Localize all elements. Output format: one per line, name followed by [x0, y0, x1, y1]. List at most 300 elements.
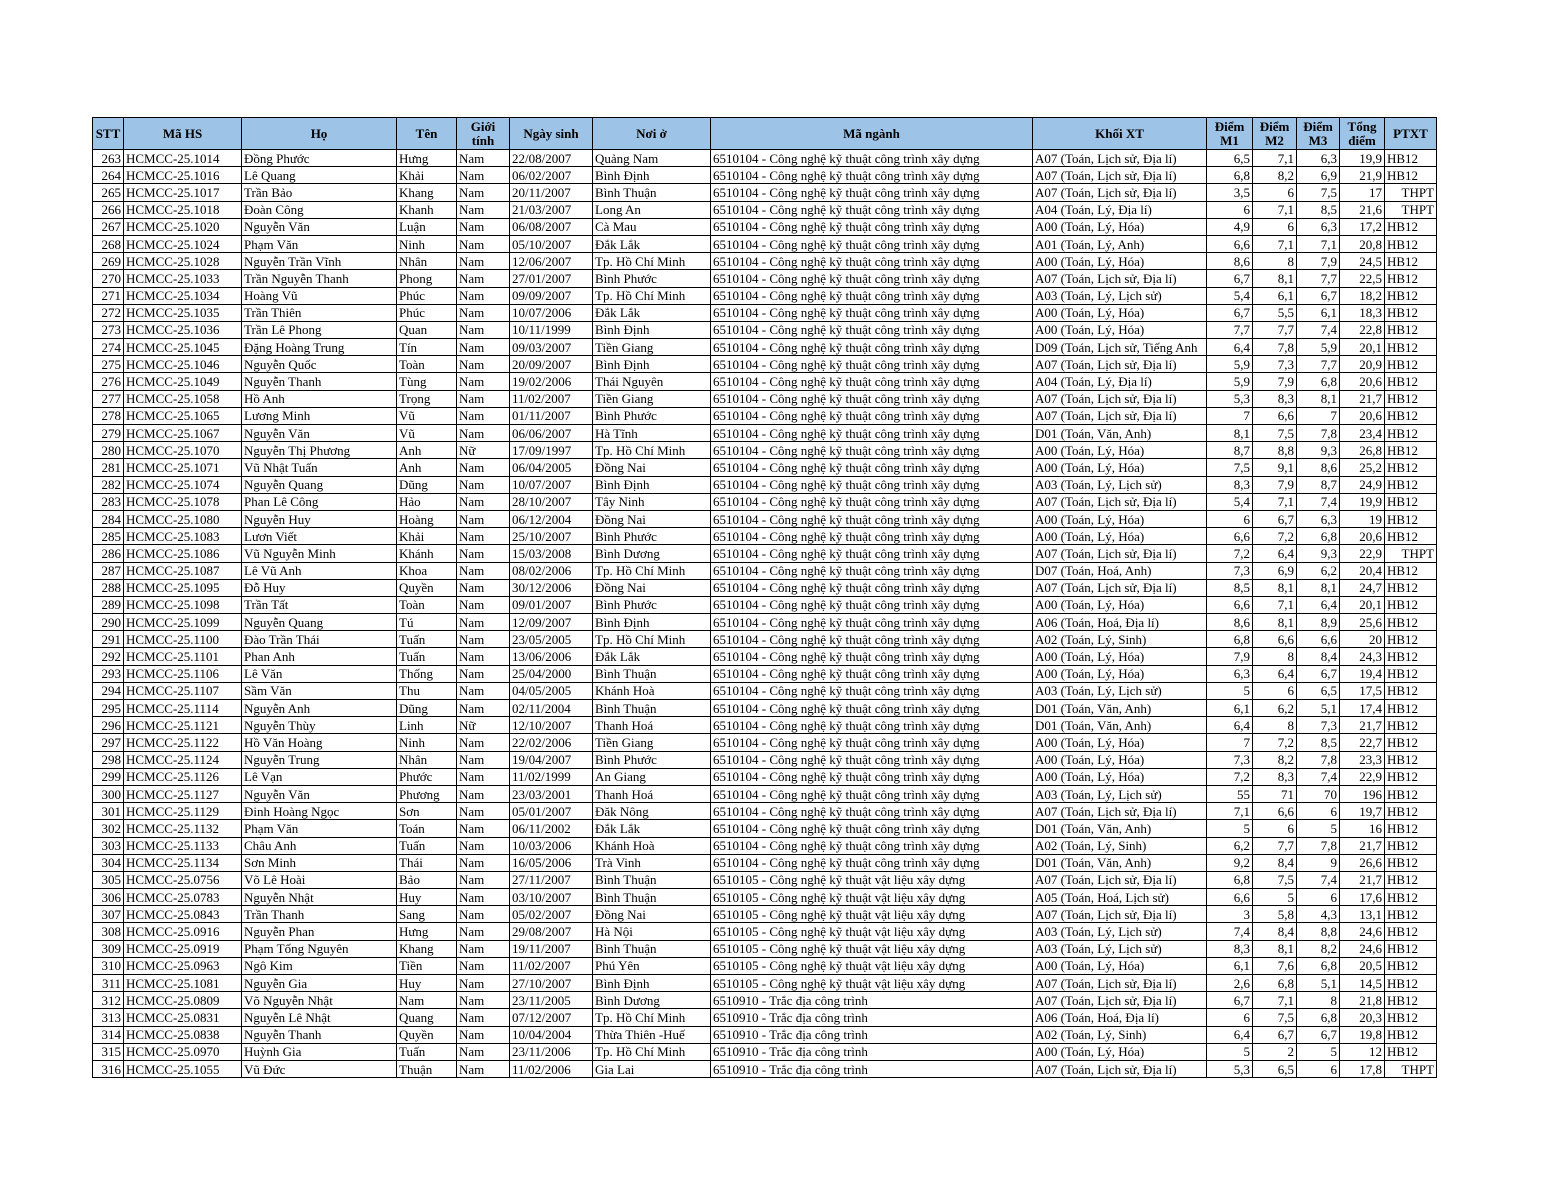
cell-diem-m3: 6,8: [1297, 528, 1340, 545]
cell-khoi-xt: A03 (Toán, Lý, Lịch sử): [1033, 785, 1207, 802]
cell-stt: 283: [93, 493, 124, 510]
cell-diem-m3: 8,8: [1297, 923, 1340, 940]
cell-stt: 287: [93, 562, 124, 579]
cell-ma-nganh: 6510104 - Công nghệ kỹ thuật công trình xây dựng: [711, 150, 1033, 167]
cell-ptxt: HB12: [1385, 510, 1437, 527]
cell-ma-nganh: 6510104 - Công nghệ kỹ thuật công trình xây dựng: [711, 648, 1033, 665]
cell-stt: 284: [93, 510, 124, 527]
table-row: [93, 407, 1437, 424]
cell-noi-o: Thái Nguyên: [593, 373, 711, 390]
cell-diem-m2: 8,1: [1253, 270, 1297, 287]
cell-noi-o: Tp. Hồ Chí Minh: [593, 1043, 711, 1060]
cell-ma-nganh: 6510104 - Công nghệ kỹ thuật công trình xây dựng: [711, 837, 1033, 854]
cell-tong-diem: 24,3: [1340, 648, 1385, 665]
cell-ma-nganh: 6510104 - Công nghệ kỹ thuật công trình xây dựng: [711, 510, 1033, 527]
cell-stt: 316: [93, 1060, 124, 1077]
table-row: [93, 167, 1437, 184]
cell-khoi-xt: A00 (Toán, Lý, Hóa): [1033, 218, 1207, 235]
cell-ho: Nguyễn Thùy: [242, 717, 397, 734]
cell-ptxt: HB12: [1385, 1009, 1437, 1026]
cell-khoi-xt: A01 (Toán, Lý, Anh): [1033, 235, 1207, 252]
cell-khoi-xt: A07 (Toán, Lịch sử, Địa lí): [1033, 407, 1207, 424]
cell-ptxt: HB12: [1385, 923, 1437, 940]
cell-ho: Nguyễn Thanh: [242, 1026, 397, 1043]
cell-noi-o: An Giang: [593, 768, 711, 785]
cell-ma-nganh: 6510105 - Công nghệ kỹ thuật vật liệu xây dựng: [711, 906, 1033, 923]
cell-stt: 270: [93, 270, 124, 287]
cell-ten: Trọng: [397, 390, 457, 407]
cell-gioi-tinh: Nam: [457, 631, 510, 648]
table-row: [93, 854, 1437, 871]
cell-tong-diem: 25,6: [1340, 614, 1385, 631]
cell-ma-hs: HCMCC-25.1078: [124, 493, 242, 510]
cell-noi-o: Tiền Giang: [593, 339, 711, 356]
cell-diem-m3: 6,3: [1297, 510, 1340, 527]
cell-diem-m2: 7,8: [1253, 339, 1297, 356]
cell-noi-o: Tp. Hồ Chí Minh: [593, 562, 711, 579]
cell-ngay-sinh: 11/02/2006: [510, 1060, 593, 1077]
cell-ngay-sinh: 05/01/2007: [510, 803, 593, 820]
cell-ptxt: HB12: [1385, 321, 1437, 338]
cell-ho: Nguyễn Nhật: [242, 889, 397, 906]
cell-tong-diem: 21,7: [1340, 390, 1385, 407]
cell-noi-o: Bình Định: [593, 356, 711, 373]
cell-ten: Khang: [397, 940, 457, 957]
cell-tong-diem: 17,4: [1340, 700, 1385, 717]
cell-ngay-sinh: 16/05/2006: [510, 854, 593, 871]
cell-stt: 303: [93, 837, 124, 854]
cell-ptxt: HB12: [1385, 407, 1437, 424]
cell-diem-m1: 6: [1207, 510, 1253, 527]
cell-stt: 304: [93, 854, 124, 871]
cell-stt: 298: [93, 751, 124, 768]
cell-ho: Lê Văn: [242, 665, 397, 682]
cell-ten: Tuấn: [397, 837, 457, 854]
cell-ma-nganh: 6510104 - Công nghệ kỹ thuật công trình xây dựng: [711, 321, 1033, 338]
cell-diem-m2: 6: [1253, 820, 1297, 837]
cell-diem-m3: 7,8: [1297, 751, 1340, 768]
cell-ngay-sinh: 21/03/2007: [510, 201, 593, 218]
cell-ngay-sinh: 27/10/2007: [510, 975, 593, 992]
cell-ho: Nguyễn Quang: [242, 476, 397, 493]
cell-ptxt: HB12: [1385, 734, 1437, 751]
cell-ngay-sinh: 22/02/2006: [510, 734, 593, 751]
cell-diem-m2: 71: [1253, 785, 1297, 802]
cell-stt: 263: [93, 150, 124, 167]
cell-ptxt: HB12: [1385, 287, 1437, 304]
cell-ten: Tú: [397, 614, 457, 631]
cell-diem-m3: 9,3: [1297, 442, 1340, 459]
cell-ngay-sinh: 23/11/2005: [510, 992, 593, 1009]
cell-diem-m2: 8,1: [1253, 614, 1297, 631]
cell-diem-m3: 5: [1297, 1043, 1340, 1060]
cell-ngay-sinh: 20/11/2007: [510, 184, 593, 201]
cell-ptxt: HB12: [1385, 717, 1437, 734]
cell-diem-m3: 6,6: [1297, 631, 1340, 648]
cell-ngay-sinh: 10/03/2006: [510, 837, 593, 854]
cell-ho: Hồ Anh: [242, 390, 397, 407]
cell-ngay-sinh: 11/02/2007: [510, 390, 593, 407]
cell-noi-o: Bình Định: [593, 476, 711, 493]
cell-diem-m2: 7,5: [1253, 425, 1297, 442]
cell-ho: Nguyễn Huy: [242, 510, 397, 527]
cell-diem-m1: 2,6: [1207, 975, 1253, 992]
cell-ten: Vũ: [397, 407, 457, 424]
cell-ma-hs: HCMCC-25.1101: [124, 648, 242, 665]
cell-tong-diem: 26,8: [1340, 442, 1385, 459]
cell-ngay-sinh: 12/10/2007: [510, 717, 593, 734]
cell-khoi-xt: A03 (Toán, Lý, Lịch sử): [1033, 940, 1207, 957]
cell-ten: Khánh: [397, 545, 457, 562]
header-ma-nganh: Mã ngành: [711, 118, 1033, 150]
cell-ma-hs: HCMCC-25.1122: [124, 734, 242, 751]
cell-khoi-xt: A03 (Toán, Lý, Lịch sử): [1033, 476, 1207, 493]
cell-gioi-tinh: Nam: [457, 356, 510, 373]
cell-gioi-tinh: Nam: [457, 1060, 510, 1077]
header-ma-hs: Mã HS: [124, 118, 242, 150]
cell-stt: 289: [93, 596, 124, 613]
cell-noi-o: Long An: [593, 201, 711, 218]
cell-stt: 280: [93, 442, 124, 459]
cell-gioi-tinh: Nam: [457, 906, 510, 923]
cell-ten: Quyền: [397, 579, 457, 596]
cell-diem-m3: 7,8: [1297, 425, 1340, 442]
cell-ma-hs: HCMCC-25.1100: [124, 631, 242, 648]
table-row: [93, 992, 1437, 1009]
cell-ma-nganh: 6510104 - Công nghệ kỹ thuật công trình xây dựng: [711, 407, 1033, 424]
cell-ma-nganh: 6510104 - Công nghệ kỹ thuật công trình xây dựng: [711, 751, 1033, 768]
cell-tong-diem: 20,1: [1340, 596, 1385, 613]
cell-diem-m1: 5: [1207, 820, 1253, 837]
cell-ptxt: HB12: [1385, 339, 1437, 356]
cell-ho: Nguyễn Anh: [242, 700, 397, 717]
cell-ma-hs: HCMCC-25.1024: [124, 235, 242, 252]
cell-tong-diem: 22,7: [1340, 734, 1385, 751]
cell-diem-m3: 6,7: [1297, 1026, 1340, 1043]
cell-gioi-tinh: Nam: [457, 339, 510, 356]
cell-diem-m1: 6,3: [1207, 665, 1253, 682]
cell-stt: 300: [93, 785, 124, 802]
cell-gioi-tinh: Nam: [457, 665, 510, 682]
table-row: [93, 545, 1437, 562]
header-gioi-tinh: Giới tính: [457, 118, 510, 150]
table-row: [93, 871, 1437, 888]
cell-gioi-tinh: Nam: [457, 734, 510, 751]
cell-diem-m2: 7,5: [1253, 871, 1297, 888]
cell-diem-m1: 7: [1207, 407, 1253, 424]
cell-ho: Trần Thanh: [242, 906, 397, 923]
cell-stt: 299: [93, 768, 124, 785]
cell-tong-diem: 24,9: [1340, 476, 1385, 493]
cell-ho: Trần Lê Phong: [242, 321, 397, 338]
cell-ma-hs: HCMCC-25.1081: [124, 975, 242, 992]
cell-diem-m1: 6: [1207, 201, 1253, 218]
cell-diem-m2: 8,1: [1253, 940, 1297, 957]
cell-ten: Quan: [397, 321, 457, 338]
cell-ma-nganh: 6510104 - Công nghệ kỹ thuật công trình xây dựng: [711, 528, 1033, 545]
cell-ten: Tuấn: [397, 648, 457, 665]
cell-ptxt: HB12: [1385, 837, 1437, 854]
cell-ngay-sinh: 01/11/2007: [510, 407, 593, 424]
cell-tong-diem: 19,4: [1340, 665, 1385, 682]
cell-diem-m3: 4,3: [1297, 906, 1340, 923]
cell-ma-nganh: 6510104 - Công nghệ kỹ thuật công trình xây dựng: [711, 803, 1033, 820]
cell-ngay-sinh: 25/10/2007: [510, 528, 593, 545]
cell-diem-m2: 6,4: [1253, 545, 1297, 562]
table-row: [93, 751, 1437, 768]
cell-ngay-sinh: 06/04/2005: [510, 459, 593, 476]
cell-ngay-sinh: 06/02/2007: [510, 167, 593, 184]
cell-noi-o: Thừa Thiên -Huế: [593, 1026, 711, 1043]
cell-khoi-xt: A02 (Toán, Lý, Sinh): [1033, 837, 1207, 854]
cell-ngay-sinh: 19/11/2007: [510, 940, 593, 957]
cell-ho: Phan Lê Công: [242, 493, 397, 510]
cell-ma-nganh: 6510104 - Công nghệ kỹ thuật công trình xây dựng: [711, 425, 1033, 442]
header-ten: Tên: [397, 118, 457, 150]
cell-diem-m2: 7,3: [1253, 356, 1297, 373]
cell-noi-o: Bình Thuận: [593, 184, 711, 201]
cell-diem-m2: 6: [1253, 682, 1297, 699]
cell-diem-m1: 8,1: [1207, 425, 1253, 442]
cell-ptxt: HB12: [1385, 871, 1437, 888]
cell-noi-o: Tp. Hồ Chí Minh: [593, 631, 711, 648]
cell-gioi-tinh: Nam: [457, 201, 510, 218]
cell-ngay-sinh: 17/09/1997: [510, 442, 593, 459]
cell-ma-hs: HCMCC-25.1114: [124, 700, 242, 717]
cell-gioi-tinh: Nữ: [457, 717, 510, 734]
cell-ptxt: THPT: [1385, 1060, 1437, 1077]
cell-ngay-sinh: 08/02/2006: [510, 562, 593, 579]
cell-khoi-xt: D09 (Toán, Lịch sử, Tiếng Anh: [1033, 339, 1207, 356]
cell-tong-diem: 24,6: [1340, 923, 1385, 940]
cell-ho: Nguyễn Trung: [242, 751, 397, 768]
cell-ho: Hoàng Vũ: [242, 287, 397, 304]
cell-ho: Sầm Văn: [242, 682, 397, 699]
table-row: [93, 356, 1437, 373]
cell-stt: 269: [93, 253, 124, 270]
cell-ho: Võ Lê Hoài: [242, 871, 397, 888]
cell-ma-hs: HCMCC-25.1132: [124, 820, 242, 837]
cell-ma-nganh: 6510104 - Công nghệ kỹ thuật công trình xây dựng: [711, 390, 1033, 407]
cell-ho: Ngô Kim: [242, 957, 397, 974]
cell-gioi-tinh: Nam: [457, 700, 510, 717]
cell-gioi-tinh: Nam: [457, 940, 510, 957]
cell-gioi-tinh: Nam: [457, 596, 510, 613]
cell-khoi-xt: A04 (Toán, Lý, Địa lí): [1033, 373, 1207, 390]
cell-ho: Nguyễn Quốc: [242, 356, 397, 373]
cell-diem-m1: 5,3: [1207, 1060, 1253, 1077]
cell-ma-hs: HCMCC-25.1107: [124, 682, 242, 699]
cell-ma-hs: HCMCC-25.0809: [124, 992, 242, 1009]
cell-diem-m2: 6,1: [1253, 287, 1297, 304]
cell-stt: 296: [93, 717, 124, 734]
cell-noi-o: Hà Nội: [593, 923, 711, 940]
cell-ptxt: HB12: [1385, 768, 1437, 785]
cell-ngay-sinh: 12/09/2007: [510, 614, 593, 631]
cell-diem-m1: 6,6: [1207, 528, 1253, 545]
cell-tong-diem: 17,8: [1340, 1060, 1385, 1077]
cell-diem-m2: 7,1: [1253, 201, 1297, 218]
cell-ngay-sinh: 10/11/1999: [510, 321, 593, 338]
cell-gioi-tinh: Nam: [457, 407, 510, 424]
cell-ptxt: HB12: [1385, 304, 1437, 321]
table-row: [93, 235, 1437, 252]
cell-noi-o: Bình Thuận: [593, 700, 711, 717]
cell-ma-hs: HCMCC-25.0756: [124, 871, 242, 888]
cell-ho: Nguyễn Văn: [242, 785, 397, 802]
cell-ten: Dũng: [397, 700, 457, 717]
cell-ten: Anh: [397, 459, 457, 476]
cell-ptxt: HB12: [1385, 528, 1437, 545]
table-row: [93, 579, 1437, 596]
cell-noi-o: Tiền Giang: [593, 390, 711, 407]
cell-ho: Lương Minh: [242, 407, 397, 424]
cell-gioi-tinh: Nam: [457, 270, 510, 287]
cell-ma-nganh: 6510105 - Công nghệ kỹ thuật vật liệu xây dựng: [711, 975, 1033, 992]
cell-ngay-sinh: 09/01/2007: [510, 596, 593, 613]
cell-stt: 291: [93, 631, 124, 648]
cell-ho: Đồng Phước: [242, 150, 397, 167]
cell-khoi-xt: A07 (Toán, Lịch sử, Địa lí): [1033, 545, 1207, 562]
cell-khoi-xt: A03 (Toán, Lý, Lịch sử): [1033, 682, 1207, 699]
table-row: [93, 1060, 1437, 1077]
cell-noi-o: Bình Phước: [593, 596, 711, 613]
cell-diem-m1: 5,9: [1207, 356, 1253, 373]
cell-ho: Sơn Minh: [242, 854, 397, 871]
cell-diem-m3: 5,1: [1297, 975, 1340, 992]
cell-noi-o: Đồng Nai: [593, 459, 711, 476]
cell-ma-nganh: 6510104 - Công nghệ kỹ thuật công trình xây dựng: [711, 442, 1033, 459]
cell-gioi-tinh: Nam: [457, 975, 510, 992]
table-header-row: [93, 118, 1437, 150]
cell-ngay-sinh: 22/08/2007: [510, 150, 593, 167]
cell-gioi-tinh: Nam: [457, 682, 510, 699]
cell-ten: Sang: [397, 906, 457, 923]
cell-ngay-sinh: 13/06/2006: [510, 648, 593, 665]
cell-diem-m2: 8,8: [1253, 442, 1297, 459]
cell-diem-m1: 8,7: [1207, 442, 1253, 459]
table-row: [93, 648, 1437, 665]
cell-ptxt: HB12: [1385, 442, 1437, 459]
cell-tong-diem: 24,6: [1340, 940, 1385, 957]
cell-diem-m1: 5,9: [1207, 373, 1253, 390]
cell-khoi-xt: A00 (Toán, Lý, Hóa): [1033, 321, 1207, 338]
cell-ma-nganh: 6510910 - Trắc địa công trình: [711, 1043, 1033, 1060]
cell-ho: Trần Thiên: [242, 304, 397, 321]
cell-diem-m2: 8,4: [1253, 854, 1297, 871]
cell-diem-m2: 8: [1253, 253, 1297, 270]
cell-diem-m3: 7,3: [1297, 717, 1340, 734]
cell-diem-m3: 70: [1297, 785, 1340, 802]
cell-ptxt: HB12: [1385, 820, 1437, 837]
cell-stt: 290: [93, 614, 124, 631]
cell-ma-hs: HCMCC-25.1067: [124, 425, 242, 442]
cell-ngay-sinh: 06/11/2002: [510, 820, 593, 837]
cell-ten: Luận: [397, 218, 457, 235]
cell-ma-nganh: 6510104 - Công nghệ kỹ thuật công trình xây dựng: [711, 665, 1033, 682]
cell-diem-m1: 6,6: [1207, 235, 1253, 252]
cell-ma-hs: HCMCC-25.1099: [124, 614, 242, 631]
cell-diem-m1: 6,6: [1207, 889, 1253, 906]
cell-tong-diem: 20,1: [1340, 339, 1385, 356]
cell-ho: Lê Vũ Anh: [242, 562, 397, 579]
cell-ma-nganh: 6510105 - Công nghệ kỹ thuật vật liệu xây dựng: [711, 889, 1033, 906]
cell-noi-o: Bình Phước: [593, 407, 711, 424]
cell-diem-m3: 6,7: [1297, 287, 1340, 304]
cell-ptxt: HB12: [1385, 562, 1437, 579]
cell-ma-hs: HCMCC-25.1134: [124, 854, 242, 871]
cell-ma-nganh: 6510104 - Công nghệ kỹ thuật công trình xây dựng: [711, 270, 1033, 287]
cell-diem-m2: 6,7: [1253, 510, 1297, 527]
cell-ngay-sinh: 06/12/2004: [510, 510, 593, 527]
cell-ma-nganh: 6510104 - Công nghệ kỹ thuật công trình xây dựng: [711, 339, 1033, 356]
cell-ten: Thái: [397, 854, 457, 871]
cell-ptxt: HB12: [1385, 235, 1437, 252]
cell-ten: Toàn: [397, 356, 457, 373]
cell-noi-o: Tp. Hồ Chí Minh: [593, 1009, 711, 1026]
cell-gioi-tinh: Nam: [457, 871, 510, 888]
cell-noi-o: Bình Định: [593, 614, 711, 631]
cell-ptxt: HB12: [1385, 906, 1437, 923]
cell-diem-m3: 8,1: [1297, 579, 1340, 596]
cell-noi-o: Đồng Nai: [593, 579, 711, 596]
cell-diem-m2: 6: [1253, 184, 1297, 201]
cell-diem-m2: 7,7: [1253, 837, 1297, 854]
cell-ma-hs: HCMCC-25.1071: [124, 459, 242, 476]
cell-ptxt: HB12: [1385, 700, 1437, 717]
table-row: [93, 1026, 1437, 1043]
cell-ma-nganh: 6510104 - Công nghệ kỹ thuật công trình xây dựng: [711, 493, 1033, 510]
cell-diem-m3: 7,7: [1297, 356, 1340, 373]
cell-khoi-xt: A00 (Toán, Lý, Hóa): [1033, 459, 1207, 476]
cell-gioi-tinh: Nam: [457, 150, 510, 167]
cell-tong-diem: 13,1: [1340, 906, 1385, 923]
cell-ma-hs: HCMCC-25.1124: [124, 751, 242, 768]
cell-tong-diem: 196: [1340, 785, 1385, 802]
cell-ho: Lê Quang: [242, 167, 397, 184]
cell-diem-m3: 7: [1297, 407, 1340, 424]
cell-diem-m2: 6,5: [1253, 1060, 1297, 1077]
cell-diem-m1: 8,3: [1207, 940, 1253, 957]
cell-diem-m3: 7,4: [1297, 321, 1340, 338]
cell-khoi-xt: A07 (Toán, Lịch sử, Địa lí): [1033, 975, 1207, 992]
cell-ho: Nguyễn Gia: [242, 975, 397, 992]
cell-tong-diem: 25,2: [1340, 459, 1385, 476]
cell-ho: Phạm Văn: [242, 820, 397, 837]
cell-ma-hs: HCMCC-25.1083: [124, 528, 242, 545]
cell-gioi-tinh: Nam: [457, 614, 510, 631]
cell-ngay-sinh: 04/05/2005: [510, 682, 593, 699]
cell-ten: Hảo: [397, 493, 457, 510]
cell-diem-m2: 5: [1253, 889, 1297, 906]
cell-tong-diem: 23,3: [1340, 751, 1385, 768]
cell-khoi-xt: A07 (Toán, Lịch sử, Địa lí): [1033, 150, 1207, 167]
cell-stt: 308: [93, 923, 124, 940]
cell-tong-diem: 16: [1340, 820, 1385, 837]
cell-noi-o: Trà Vinh: [593, 854, 711, 871]
cell-ma-hs: HCMCC-25.0838: [124, 1026, 242, 1043]
cell-ma-nganh: 6510104 - Công nghệ kỹ thuật công trình xây dựng: [711, 768, 1033, 785]
table-row: [93, 803, 1437, 820]
cell-diem-m3: 8,4: [1297, 648, 1340, 665]
cell-diem-m2: 8,2: [1253, 167, 1297, 184]
cell-tong-diem: 12: [1340, 1043, 1385, 1060]
header-khoi-xt: Khối XT: [1033, 118, 1207, 150]
cell-khoi-xt: D01 (Toán, Văn, Anh): [1033, 425, 1207, 442]
cell-diem-m3: 9,3: [1297, 545, 1340, 562]
cell-gioi-tinh: Nam: [457, 493, 510, 510]
cell-ten: Tuấn: [397, 1043, 457, 1060]
